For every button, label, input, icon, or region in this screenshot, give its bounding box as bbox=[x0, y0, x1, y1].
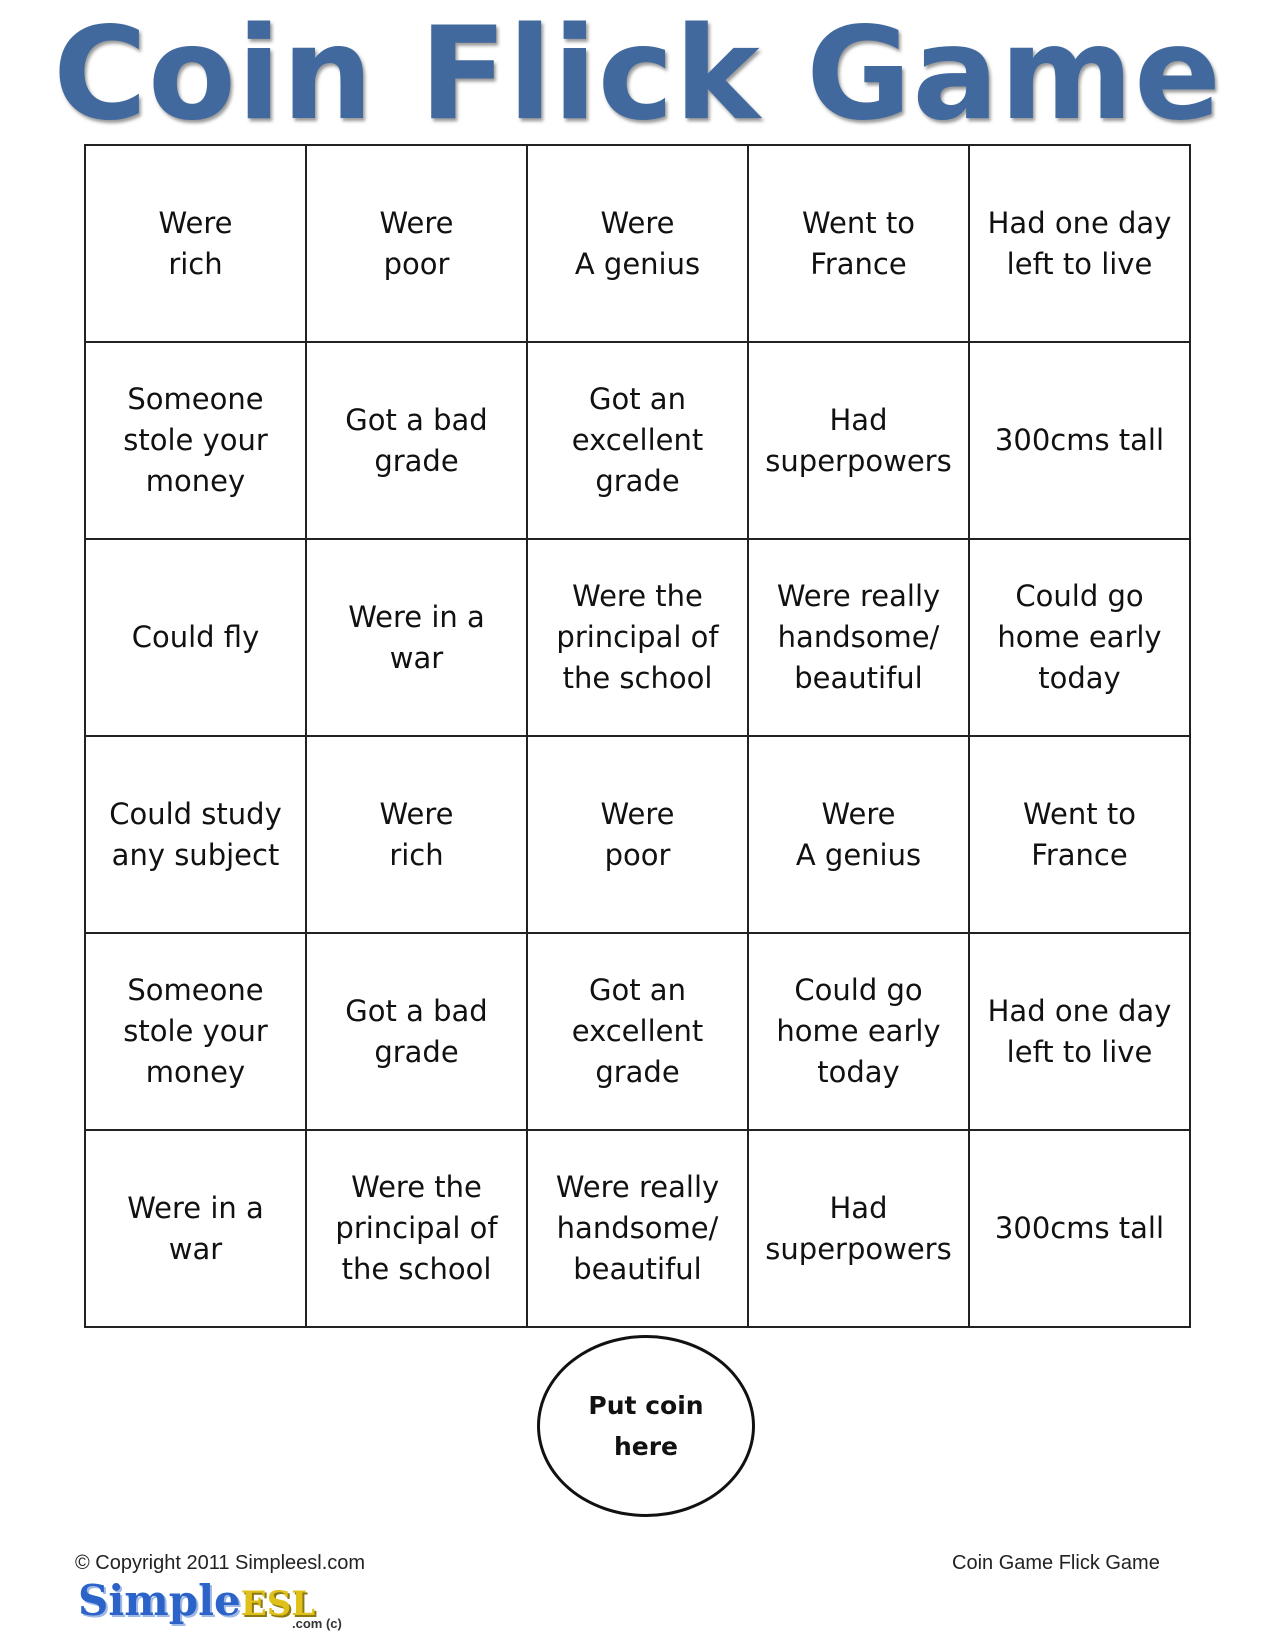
logo-wordmark bbox=[78, 1576, 315, 1625]
logo-domain-text: .com (c) bbox=[292, 1616, 342, 1631]
grid-cell: Got a bad grade bbox=[307, 934, 528, 1131]
grid-cell: 300cms tall bbox=[970, 1131, 1191, 1328]
grid-cell: Were really handsome/ beautiful bbox=[749, 540, 970, 737]
grid-cell: Could study any subject bbox=[86, 737, 307, 934]
grid-cell: Had superpowers bbox=[749, 343, 970, 540]
grid-cell: Were really handsome/ beautiful bbox=[528, 1131, 749, 1328]
grid-cell: Were the principal of the school bbox=[307, 1131, 528, 1328]
grid-cell: Were rich bbox=[307, 737, 528, 934]
grid-cell: Had one day left to live bbox=[970, 146, 1191, 343]
coin-start-label: Put coin here bbox=[588, 1391, 704, 1461]
grid-cell: Someone stole your money bbox=[86, 934, 307, 1131]
page-title: Coin Flick Game bbox=[53, 0, 1222, 149]
grid-cell: Had superpowers bbox=[749, 1131, 970, 1328]
grid-cell: Were in a war bbox=[307, 540, 528, 737]
coin-start-circle bbox=[537, 1335, 755, 1517]
simpleesl-logo bbox=[74, 1574, 374, 1644]
grid-cell: Could go home early today bbox=[970, 540, 1191, 737]
grid-cell: Went to France bbox=[970, 737, 1191, 934]
copyright-notice: © Copyright 2011 Simpleesl.com bbox=[75, 1552, 366, 1574]
grid-cell: 300cms tall bbox=[970, 343, 1191, 540]
footer-document-title: Coin Game Flick Game bbox=[952, 1552, 1160, 1574]
grid-cell: Were in a war bbox=[86, 1131, 307, 1328]
grid-cell: Got a bad grade bbox=[307, 343, 528, 540]
grid-cell: Could fly bbox=[86, 540, 307, 737]
grid-cell: Were poor bbox=[307, 146, 528, 343]
grid-cell: Were poor bbox=[528, 737, 749, 934]
grid-cell: Got an excellent grade bbox=[528, 343, 749, 540]
grid-cell: Had one day left to live bbox=[970, 934, 1191, 1131]
logo-esl-text: ESL bbox=[240, 1584, 316, 1624]
grid-cell: Went to France bbox=[749, 146, 970, 343]
grid-cell: Were rich bbox=[86, 146, 307, 343]
grid-cell: Were A genius bbox=[749, 737, 970, 934]
grid-cell: Were the principal of the school bbox=[528, 540, 749, 737]
grid-cell: Could go home early today bbox=[749, 934, 970, 1131]
grid-cell: Were A genius bbox=[528, 146, 749, 343]
game-board-grid bbox=[84, 144, 1191, 1328]
grid-cell: Someone stole your money bbox=[86, 343, 307, 540]
logo-simple-text: Simple bbox=[78, 1576, 241, 1625]
grid-cell: Got an excellent grade bbox=[528, 934, 749, 1131]
